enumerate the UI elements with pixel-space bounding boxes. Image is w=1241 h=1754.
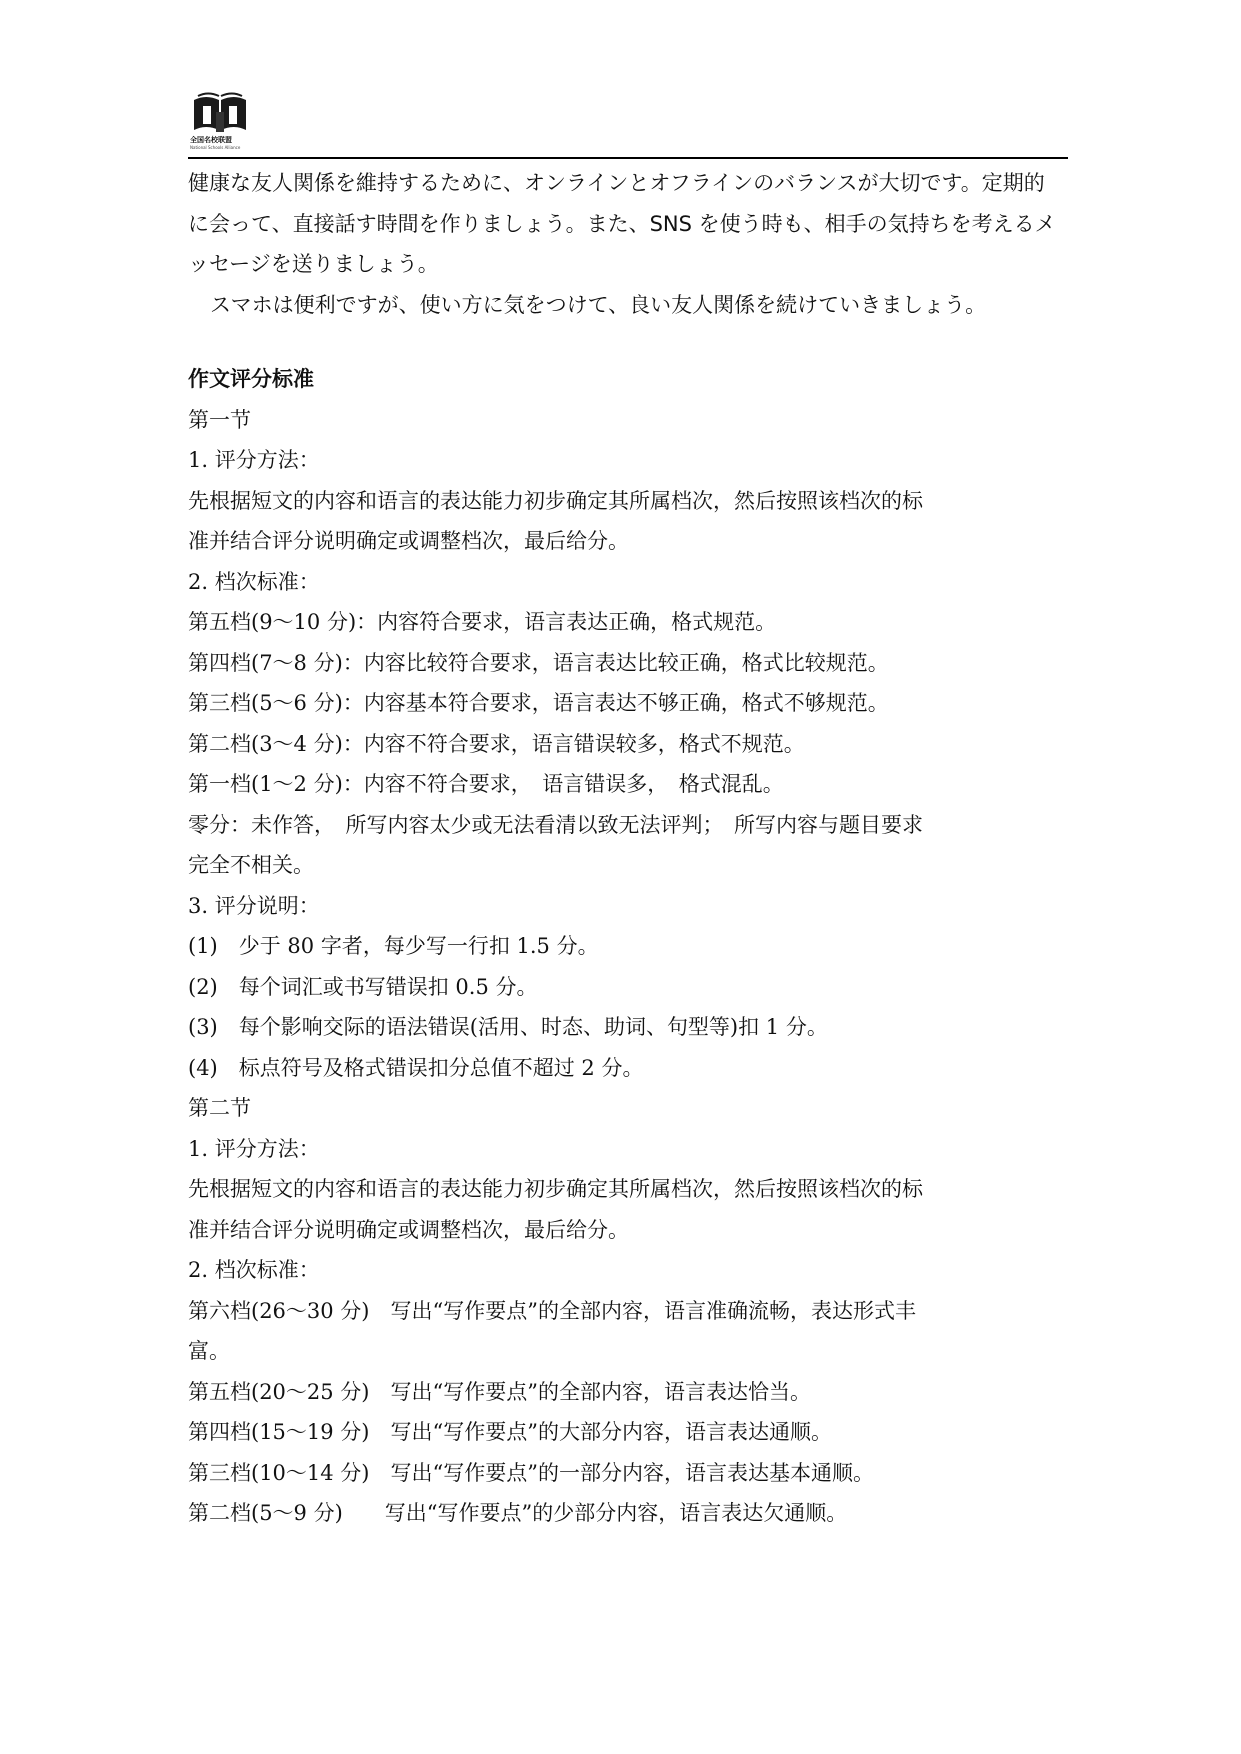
level-line: 第五档(20～25 分) 写出“写作要点”的全部内容，语言表达恰当。 bbox=[188, 1379, 811, 1404]
document-body bbox=[188, 163, 1058, 1534]
method-line: 先根据短文的内容和语言的表达能力初步确定其所属档次，然后按照该档次的标 bbox=[188, 488, 923, 513]
scoring-title: 作文评分标准 bbox=[188, 367, 314, 391]
note-line: (3) 每个影响交际的语法错误(活用、时态、助词、句型等)扣 1 分。 bbox=[188, 1015, 828, 1039]
method-heading: 1. 评分方法： bbox=[188, 1136, 320, 1161]
levels-heading: 2. 档次标准： bbox=[188, 1258, 320, 1282]
method-heading: 1. 评分方法： bbox=[188, 448, 320, 472]
level-line: 第五档(9～10 分)：内容符合要求，语言表达正确，格式规范。 bbox=[188, 610, 777, 634]
section-heading: 第一节 bbox=[188, 407, 251, 432]
level-line: 第三档(5～6 分)：内容基本符合要求，语言表达不够正确，格式不够规范。 bbox=[188, 691, 889, 715]
method-line: 先根据短文的内容和语言的表达能力初步确定其所属档次，然后按照该档次的标 bbox=[188, 1177, 923, 1201]
japanese-line: 健康な友人関係を維持するために、オンラインとオフラインのバランスが大切です。定期的 bbox=[188, 171, 1045, 195]
page-header bbox=[188, 88, 1068, 160]
japanese-line: スマホは便利ですが、使い方に気をつけて、良い友人関係を続けていきましょう。 bbox=[210, 292, 987, 317]
book-logo-icon bbox=[192, 90, 248, 134]
level-line: 第六档(26～30 分) 写出“写作要点”的全部内容，语言准确流畅，表达形式丰 bbox=[188, 1298, 916, 1323]
logo bbox=[188, 88, 258, 158]
note-line: (4) 标点符号及格式错误扣分总值不超过 2 分。 bbox=[188, 1055, 644, 1080]
header-divider bbox=[188, 157, 1068, 159]
notes-heading: 3. 评分说明： bbox=[188, 893, 320, 918]
logo-text: 全国名校联盟 bbox=[190, 136, 232, 144]
level-line: 第四档(7～8 分)：内容比较符合要求，语言表达比较正确，格式比较规范。 bbox=[188, 650, 889, 675]
level-line: 第四档(15～19 分) 写出“写作要点”的大部分内容，语言表达通顺。 bbox=[188, 1420, 832, 1444]
level-line: 第二档(5～9 分) 写出“写作要点”的少部分内容，语言表达欠通顺。 bbox=[188, 1501, 848, 1525]
zero-score-line: 零分：未作答， 所写内容太少或无法看清以致无法评判； 所写内容与题目要求 bbox=[188, 812, 923, 837]
method-line: 准并结合评分说明确定或调整档次，最后给分。 bbox=[188, 529, 629, 553]
levels-heading: 2. 档次标准： bbox=[188, 569, 320, 594]
level-line: 富。 bbox=[188, 1339, 230, 1363]
japanese-line: に会って、直接話す時間を作りましょう。また、SNS を使う時も、相手の気持ちを考えるメ bbox=[188, 211, 1056, 236]
japanese-line: ッセージを送りましょう。 bbox=[188, 252, 439, 276]
note-line: (2) 每个词汇或书写错误扣 0.5 分。 bbox=[188, 974, 538, 999]
section-heading: 第二节 bbox=[188, 1096, 251, 1120]
method-line: 准并结合评分说明确定或调整档次，最后给分。 bbox=[188, 1217, 629, 1242]
logo-subtext: National Schools Alliance bbox=[190, 145, 241, 150]
zero-score-line: 完全不相关。 bbox=[188, 853, 314, 877]
spacer bbox=[188, 325, 1058, 359]
level-line: 第二档(3～4 分)：内容不符合要求，语言错误较多，格式不规范。 bbox=[188, 731, 805, 756]
level-line: 第一档(1～2 分)：内容不符合要求， 语言错误多， 格式混乱。 bbox=[188, 772, 784, 796]
level-line: 第三档(10～14 分) 写出“写作要点”的一部分内容，语言表达基本通顺。 bbox=[188, 1460, 874, 1485]
note-line: (1) 少于 80 字者，每少写一行扣 1.5 分。 bbox=[188, 934, 599, 958]
